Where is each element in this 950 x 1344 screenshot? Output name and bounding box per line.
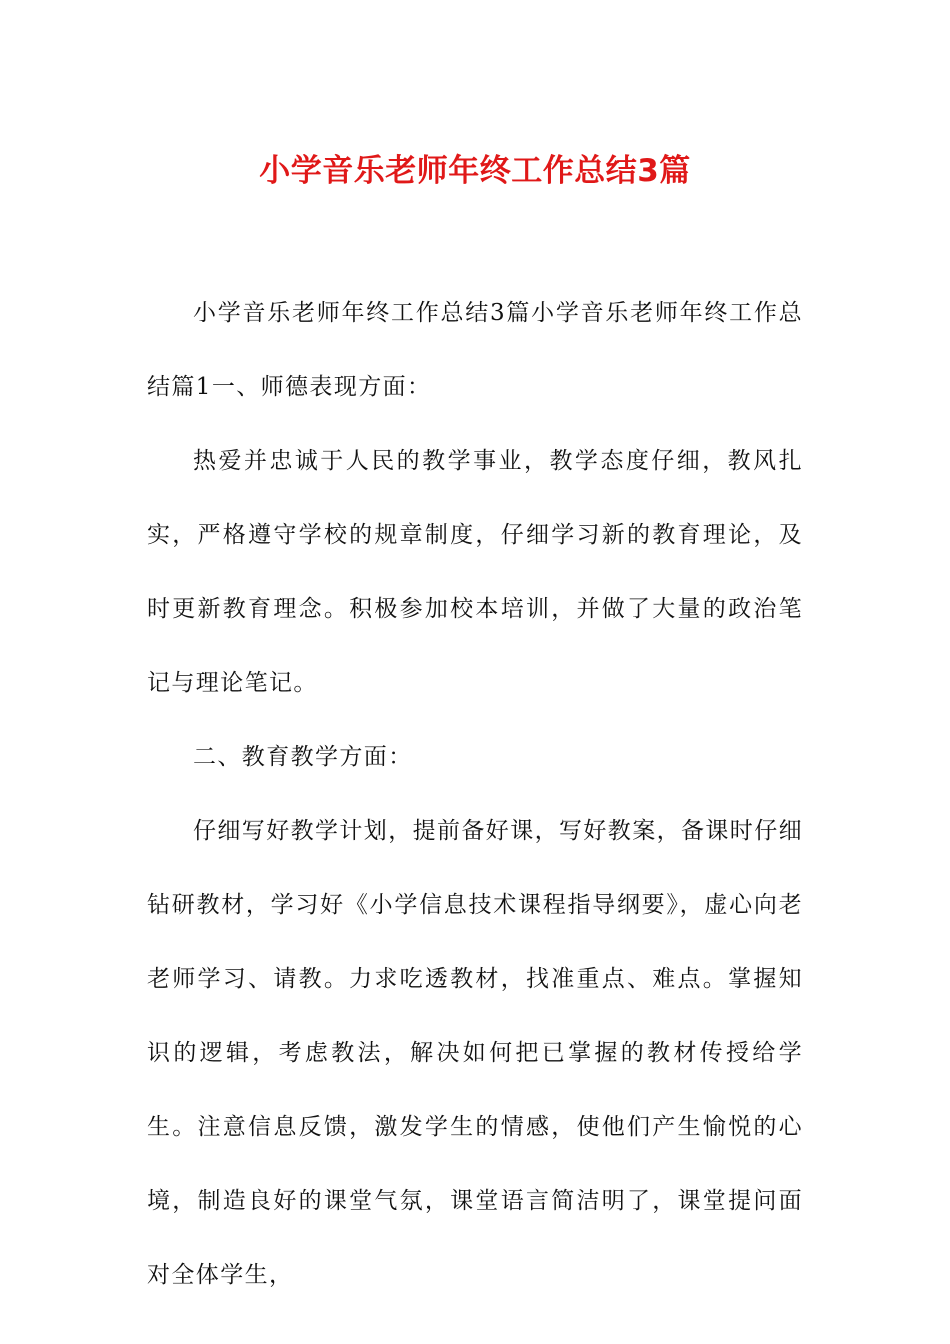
document-body (147, 276, 803, 1312)
document-title: 小学音乐老师年终工作总结3篇 (259, 153, 691, 189)
paragraph-teaching-details: 仔细写好教学计划，提前备好课，写好教案，备课时仔细钻研教材，学习好《小学信息技术课程指导纲要》，虚心向老老师学习、请教。力求吃透教材，找准重点、难点。掌握知识的逻辑，考虑教法，解决如何把已掌握的教材传授给学生。注意信息反馈，激发学生的情感，使他们产生愉悦的心境，制造良好的课堂气氛，课堂语言简洁明了，课堂提问面对全体学生， (147, 818, 803, 1288)
paragraph-ethics: 热爱并忠诚于人民的教学事业，教学态度仔细，教风扎实，严格遵守学校的规章制度，仔细学习新的教育理论，及时更新教育理念。积极参加校本培训，并做了大量的政治笔记与理论笔记。 (147, 448, 803, 696)
paragraph-teaching-heading: 二、教育教学方面： (193, 744, 413, 770)
paragraph-intro: 小学音乐老师年终工作总结3篇小学音乐老师年终工作总结篇1一、师德表现方面： (147, 300, 803, 400)
